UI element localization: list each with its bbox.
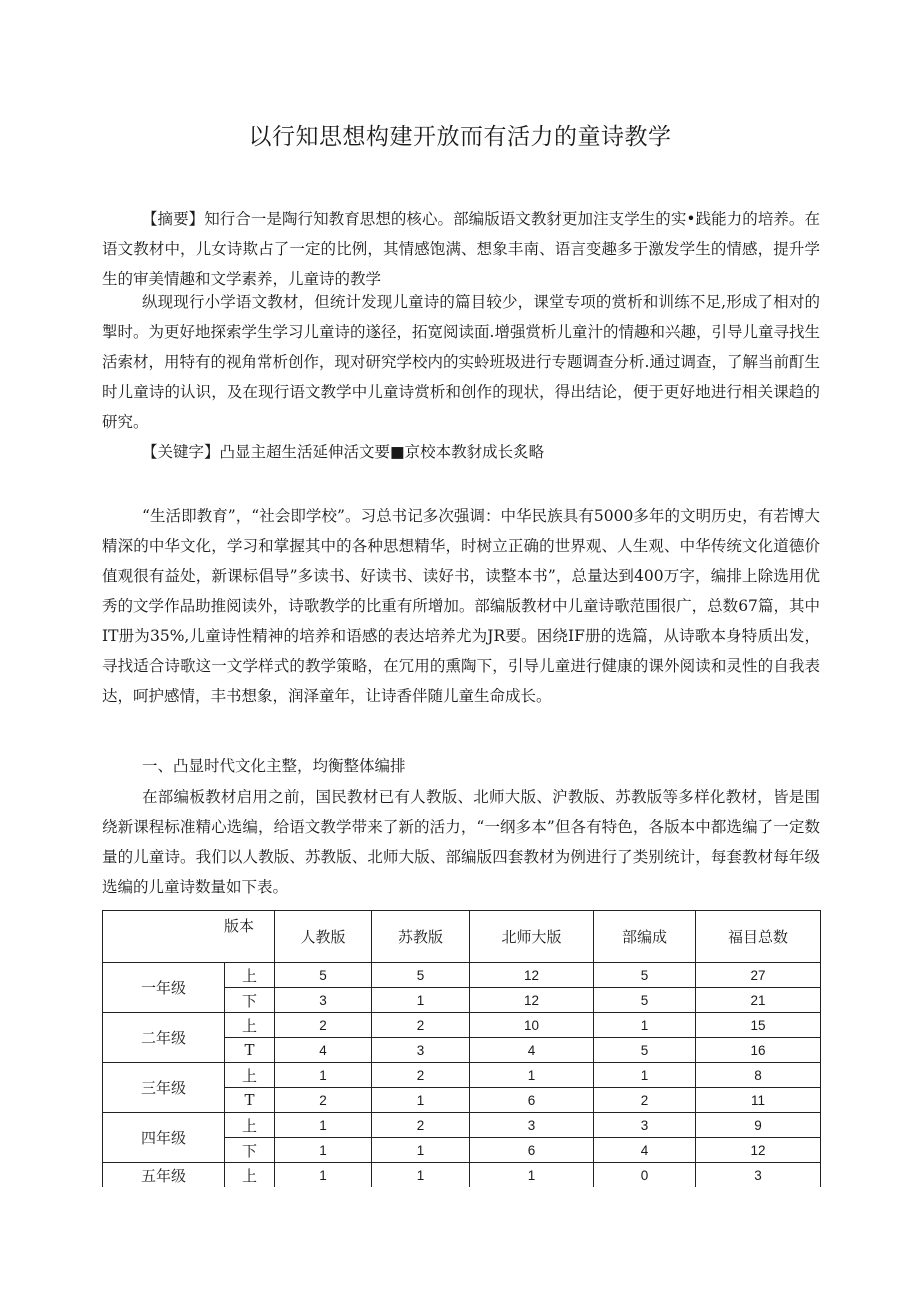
table-cell: 12	[470, 963, 594, 988]
table-cell: 1	[594, 1063, 696, 1088]
table-body	[103, 911, 821, 1188]
table-cell: 1	[275, 1138, 372, 1163]
poem-count-table	[102, 910, 821, 1187]
table-header-cell: 苏教版	[372, 911, 470, 963]
table-cell: 4	[470, 1038, 594, 1063]
table-cell: 12	[470, 988, 594, 1013]
term-label: 上	[225, 1163, 275, 1188]
table-cell: 11	[696, 1088, 821, 1113]
grade-label: 三年级	[103, 1063, 225, 1113]
table-row	[103, 963, 821, 988]
abstract-paragraph: 【摘要】知行合一是陶行知教育思想的核心。部编版语文教豺更加注支学生的实•践能力的培养。在语文教材中，儿女诗欺占了一定的比例，其情感饱满、想象丰南、语言变趣多于激发学生的情感，提升学生的审美情趣和文学素养，儿童诗的教学	[102, 210, 820, 288]
term-label: 上	[225, 1063, 275, 1088]
term-label: T	[225, 1088, 275, 1113]
body-paragraph-2: 在部编板教材启用之前，国民教材已有人教版、北师大版、沪教版、苏教版等多样化教材，皆是围绕新课程标准精心选编，给语文教学带来了新的活力，“一纲多本”但各有特色，各版本中都选编了一定数量的儿童诗。我们以人教版、苏教版、北师大版、部编版四套教材为例进行了类别统计，每套教材每年级选编的儿童诗数量如下表。	[102, 788, 820, 896]
table-row	[103, 1163, 821, 1188]
table-cell: 5	[372, 963, 470, 988]
table-cell: 5	[275, 963, 372, 988]
table-row	[103, 1113, 821, 1138]
table-cell: 8	[696, 1063, 821, 1088]
table-cell: 1	[594, 1013, 696, 1038]
table-cell: 2	[372, 1063, 470, 1088]
table-cell: 1	[470, 1163, 594, 1188]
table-header-row	[103, 911, 821, 963]
term-label: 上	[225, 1013, 275, 1038]
table-corner-label: 版本	[103, 911, 275, 963]
table-cell: 16	[696, 1038, 821, 1063]
table-cell: 2	[372, 1113, 470, 1138]
table-header-cell: 福目总数	[696, 911, 821, 963]
term-label: T	[225, 1038, 275, 1063]
table-cell: 1	[372, 1088, 470, 1113]
table-row	[103, 1013, 821, 1038]
term-label: 上	[225, 963, 275, 988]
table-cell: 1	[275, 1063, 372, 1088]
table-cell: 9	[696, 1113, 821, 1138]
table-cell: 6	[470, 1138, 594, 1163]
table-cell: 6	[470, 1088, 594, 1113]
table-cell: 10	[470, 1013, 594, 1038]
table-cell: 2	[275, 1013, 372, 1038]
table-cell: 0	[594, 1163, 696, 1188]
intro-paragraph: 纵现现行小学语文教材，但统计发现儿童诗的篇目较少，课堂专项的赏析和训练不足,形成了相对的掣时。为更好地探索学生学习儿童诗的遂径，拓宽阅读面.增强赏析儿童汁的情趣和兴趣，引导儿童寻找生活索材，用特有的视角常析创作，现对研究学校内的实蛉班圾进行专题调查分析.通过调查，了解当前酊生时儿童诗的认识，及在现行语文教学中儿童诗赏析和创作的现状，得出结论，便于更好地进行相关课趋的研究。	[102, 293, 820, 431]
table-cell: 12	[696, 1138, 821, 1163]
table-row	[103, 1063, 821, 1088]
table-cell: 3	[696, 1163, 821, 1188]
table-cell: 15	[696, 1013, 821, 1038]
table-cell: 1	[275, 1113, 372, 1138]
grade-label: 五年级	[103, 1163, 225, 1188]
table-cell: 1	[275, 1163, 372, 1188]
table-header-cell: 部编成	[594, 911, 696, 963]
table-cell: 1	[372, 1138, 470, 1163]
keywords-paragraph: 【关键字】凸显主超生活延伸活文要■京校本教豺成长炙略	[142, 443, 545, 461]
table-cell: 3	[275, 988, 372, 1013]
table-cell: 5	[594, 988, 696, 1013]
table-cell: 2	[594, 1088, 696, 1113]
table-cell: 1	[372, 1163, 470, 1188]
table-header-cell: 人教版	[275, 911, 372, 963]
table-cell: 1	[470, 1063, 594, 1088]
grade-label: 一年级	[103, 963, 225, 1013]
grade-label: 二年级	[103, 1013, 225, 1063]
table-cell: 3	[594, 1113, 696, 1138]
table-cell: 2	[275, 1088, 372, 1113]
table-cell: 5	[594, 1038, 696, 1063]
table-cell: 3	[372, 1038, 470, 1063]
term-label: 下	[225, 988, 275, 1013]
table-cell: 4	[594, 1138, 696, 1163]
grade-label: 四年级	[103, 1113, 225, 1163]
table-cell: 2	[372, 1013, 470, 1038]
table-cell: 1	[372, 988, 470, 1013]
table-cell: 27	[696, 963, 821, 988]
section-heading-1: 一、凸显时代文化主整，均衡整体编排	[142, 757, 406, 775]
term-label: 下	[225, 1138, 275, 1163]
table-header-cell: 北师大版	[470, 911, 594, 963]
document-title: 以行知思想构建开放而有活力的童诗教学	[248, 124, 672, 150]
body-paragraph-1: “生活即教育”，“社会即学校”。习总书记多次强调：中华民族具有5000多年的文明历史，有若博大精深的中华文化，学习和掌握其中的各种思想精华，时树立正确的世界观、人生观、中华传统文化道德价值观很有益处，新课标倡导”多读书、好读书、读好书，读整本书”，总量达到400万字，编排上除选用优秀的文学作品助推阅读外，诗歌教学的比重有所增加。部编版教材中儿童诗歌范围很广，总数67篇，其中IT册为35%,儿童诗性精神的培养和语感的表达培养尤为JR要。困绕IF册的选篇，从诗歌本身特质出发，寻找适合诗歌这一文学样式的教学策略，在冗用的熏陶下，引导儿童进行健康的课外阅读和灵性的自我表达，呵护感情，丰书想象，润泽童年，让诗香伴随儿童生命成长。	[102, 507, 820, 705]
table-cell: 3	[470, 1113, 594, 1138]
table-cell: 4	[275, 1038, 372, 1063]
term-label: 上	[225, 1113, 275, 1138]
table-cell: 21	[696, 988, 821, 1013]
table-cell: 5	[594, 963, 696, 988]
